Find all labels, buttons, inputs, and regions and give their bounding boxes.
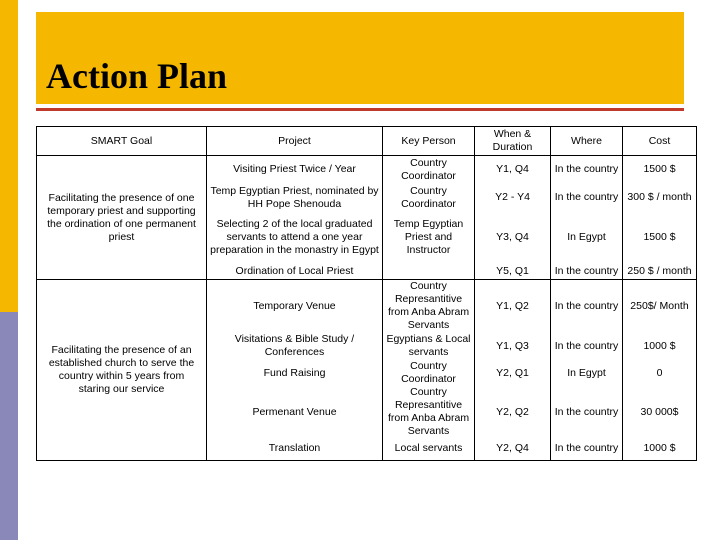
table-row xyxy=(37,280,697,333)
cost-cell: 1500 $ xyxy=(623,212,697,264)
key-person-cell: Country Represantitive from Anba Abram Servants xyxy=(383,386,475,438)
key-person-cell: Country Coordinator xyxy=(383,156,475,184)
header-cell: Project xyxy=(207,127,383,156)
project-cell: Temporary Venue xyxy=(207,280,383,333)
left-strip-yellow xyxy=(0,0,18,312)
where-cell: In Egypt xyxy=(551,212,623,264)
where-cell: In the country xyxy=(551,438,623,460)
left-decor-strip xyxy=(0,0,18,540)
slide-title: Action Plan xyxy=(46,56,228,96)
key-person-cell: Country Coordinator xyxy=(383,184,475,212)
header-cell: Cost xyxy=(623,127,697,156)
header-cell: When & Duration xyxy=(475,127,551,156)
when-cell: Y2, Q4 xyxy=(475,438,551,460)
project-cell: Fund Raising xyxy=(207,360,383,386)
where-cell: In the country xyxy=(551,184,623,212)
cost-cell: 1500 $ xyxy=(623,156,697,184)
header-cell: Where xyxy=(551,127,623,156)
action-plan-table-wrap xyxy=(36,126,696,461)
where-cell: In Egypt xyxy=(551,360,623,386)
key-person-cell: Temp Egyptian Priest and Instructor xyxy=(383,212,475,264)
cost-cell: 1000 $ xyxy=(623,332,697,360)
when-cell: Y2 - Y4 xyxy=(475,184,551,212)
key-person-cell: Egyptians & Local servants xyxy=(383,332,475,360)
project-cell: Visitations & Bible Study / Conferences xyxy=(207,332,383,360)
cost-cell: 250 $ / month xyxy=(623,264,697,280)
where-cell: In the country xyxy=(551,280,623,333)
header-cell: Key Person xyxy=(383,127,475,156)
action-plan-table xyxy=(36,126,697,461)
left-strip-purple xyxy=(0,312,18,540)
when-cell: Y1, Q3 xyxy=(475,332,551,360)
cost-cell: 250$/ Month xyxy=(623,280,697,333)
table-row xyxy=(37,156,697,184)
when-cell: Y1, Q4 xyxy=(475,156,551,184)
cost-cell: 1000 $ xyxy=(623,438,697,460)
when-cell: Y1, Q2 xyxy=(475,280,551,333)
cost-cell: 0 xyxy=(623,360,697,386)
project-cell: Visiting Priest Twice / Year xyxy=(207,156,383,184)
smart-goal-cell: Facilitating the presence of an established church to serve the country within 5 years from staring our service xyxy=(37,280,207,461)
key-person-cell: Country Coordinator xyxy=(383,360,475,386)
where-cell: In the country xyxy=(551,264,623,280)
when-cell: Y2, Q1 xyxy=(475,360,551,386)
when-cell: Y5, Q1 xyxy=(475,264,551,280)
key-person-cell xyxy=(383,264,475,280)
where-cell: In the country xyxy=(551,332,623,360)
when-cell: Y3, Q4 xyxy=(475,212,551,264)
title-divider xyxy=(36,108,684,111)
project-cell: Ordination of Local Priest xyxy=(207,264,383,280)
smart-goal-cell: Facilitating the presence of one temporary priest and supporting the ordination of one permanent priest xyxy=(37,156,207,280)
key-person-cell: Local servants xyxy=(383,438,475,460)
project-cell: Selecting 2 of the local graduated servants to attend a one year preparation in the monastry in Egypt xyxy=(207,212,383,264)
project-cell: Permenant Venue xyxy=(207,386,383,438)
project-cell: Translation xyxy=(207,438,383,460)
where-cell: In the country xyxy=(551,386,623,438)
cost-cell: 300 $ / month xyxy=(623,184,697,212)
when-cell: Y2, Q2 xyxy=(475,386,551,438)
project-cell: Temp Egyptian Priest, nominated by HH Pope Shenouda xyxy=(207,184,383,212)
cost-cell: 30 000$ xyxy=(623,386,697,438)
key-person-cell: Country Represantitive from Anba Abram Servants xyxy=(383,280,475,333)
header-row xyxy=(37,127,697,156)
where-cell: In the country xyxy=(551,156,623,184)
header-cell: SMART Goal xyxy=(37,127,207,156)
